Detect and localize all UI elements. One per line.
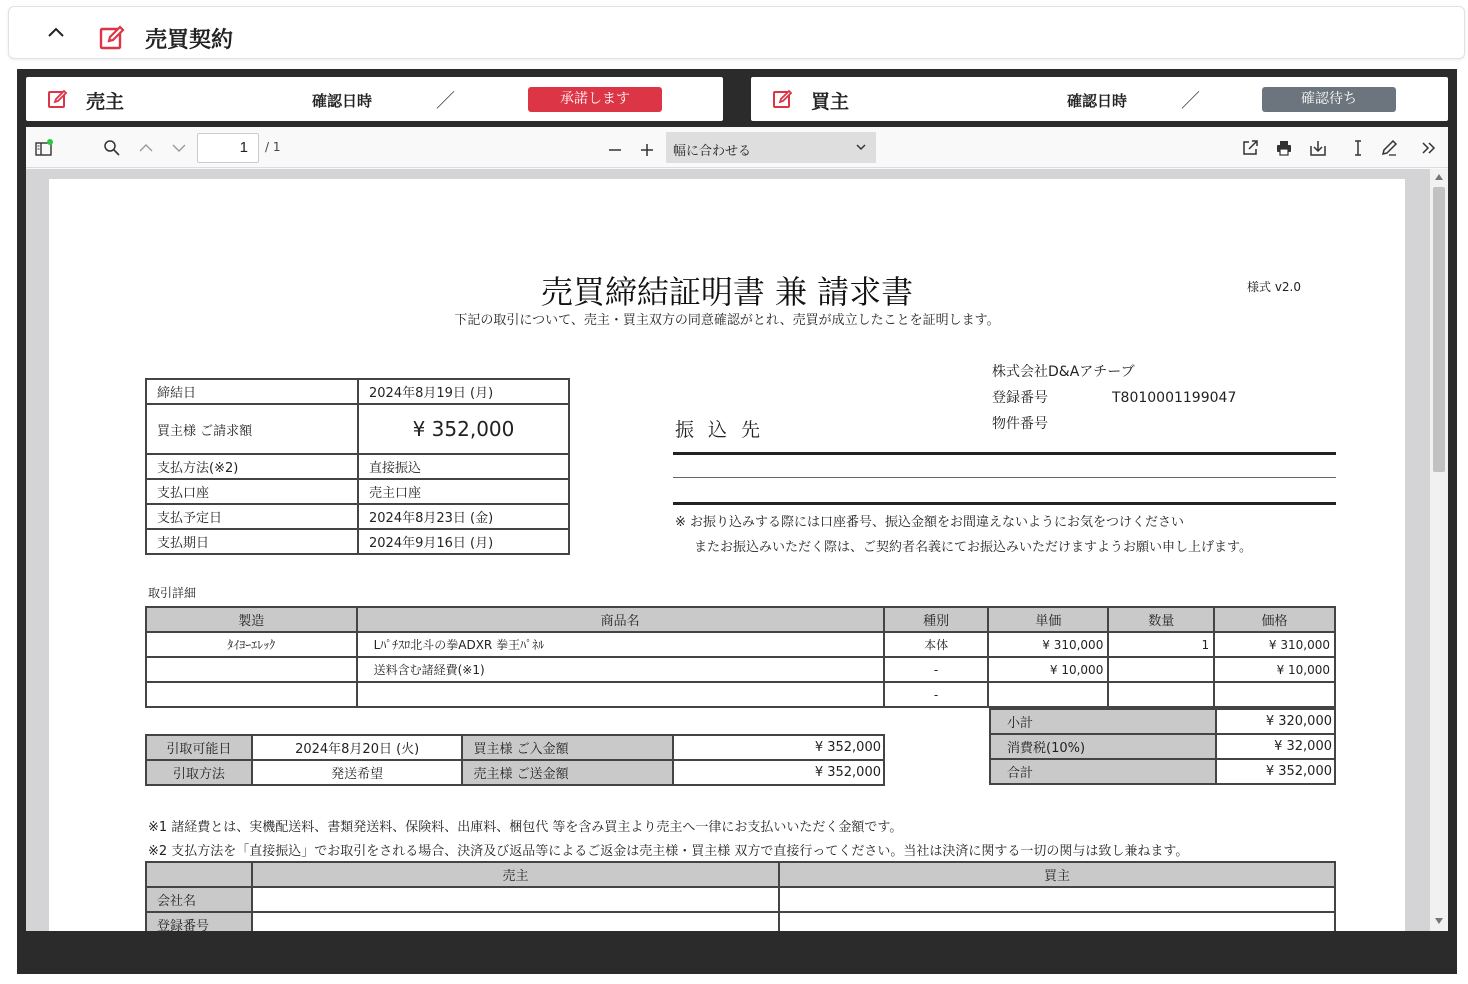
registration-number: T8010001199047 <box>1112 390 1237 406</box>
buyer-bar <box>751 77 1448 121</box>
table-row <box>146 379 569 404</box>
cell <box>779 912 1335 931</box>
cell <box>988 682 1108 707</box>
table-row <box>990 709 1335 734</box>
cell: 送料含む諸経費(※1) <box>357 657 884 682</box>
column-header: 単価 <box>988 607 1108 632</box>
document-subtitle: 下記の取引について、売主・買主双方の同意確認がとれ、売買が成立したことを証明します。 <box>454 313 1000 328</box>
company-name: 株式会社D&Aアチーブ <box>992 364 1135 380</box>
total-value: ¥ 320,000 <box>1216 709 1335 734</box>
form-version: 様式 v2.0 <box>1247 280 1302 294</box>
cell: 1 <box>1108 632 1214 657</box>
total-value: ¥ 352,000 <box>1216 759 1335 784</box>
column-header: 買主 <box>779 862 1335 887</box>
pickup-value: 2024年8月20日 (火) <box>252 735 463 760</box>
accept-button[interactable]: 承諾します <box>528 87 662 112</box>
zoom-select-value: 幅に合わせる <box>673 144 752 159</box>
zoom-in-icon[interactable] <box>638 139 656 157</box>
party-table <box>145 861 1336 931</box>
download-icon[interactable] <box>1309 139 1327 157</box>
edit-icon <box>48 89 68 109</box>
seller-bar <box>26 77 723 121</box>
summary-value: 2024年8月19日 (月) <box>358 379 569 404</box>
table-row <box>146 760 884 785</box>
print-icon[interactable] <box>1275 139 1293 157</box>
summary-value: 売主口座 <box>358 479 569 504</box>
table-row <box>146 735 884 760</box>
total-label: 消費税(10%) <box>990 734 1216 759</box>
table-header-row <box>146 862 1335 887</box>
table-row <box>146 682 1335 707</box>
open-external-icon[interactable] <box>1241 139 1259 157</box>
page-number-input[interactable]: 1 <box>197 133 259 163</box>
cell <box>357 682 884 707</box>
cell: Lﾊﾟﾁｽﾛ北斗の拳ADXR 拳王ﾊﾟﾈﾙ <box>357 632 884 657</box>
zoom-select[interactable] <box>666 132 876 163</box>
pdf-frame <box>17 69 1457 974</box>
table-row <box>990 759 1335 784</box>
sidebar-toggle-icon[interactable] <box>35 139 53 157</box>
transfer-note: またお振込みいただく際は、ご契約者名義にてお振込みいただけますようお願い申し上げます。 <box>694 540 1252 555</box>
column-header: 価格 <box>1214 607 1335 632</box>
page-title: 売買契約 <box>145 28 234 53</box>
pdf-viewer <box>26 127 1448 931</box>
seller-name-blank <box>201 87 269 109</box>
divider <box>673 477 1336 478</box>
divider <box>673 452 1336 455</box>
payment-label: 買主様 ご入金額 <box>462 735 672 760</box>
document-title: 売買締結証明書 兼 請求書 <box>540 273 914 311</box>
summary-label: 締結日 <box>146 379 358 404</box>
cell <box>779 887 1335 912</box>
draw-pen-icon[interactable] <box>1380 139 1398 157</box>
contract-header <box>8 6 1465 59</box>
total-label: 小計 <box>990 709 1216 734</box>
summary-label: 支払口座 <box>146 479 358 504</box>
vertical-scrollbar[interactable] <box>1430 169 1448 931</box>
party-label: 会社名 <box>146 887 252 912</box>
table-row <box>146 887 1335 912</box>
payment-value: ¥ 352,000 <box>673 760 884 785</box>
summary-label: 買主様 ご請求額 <box>146 404 358 454</box>
total-label: 合計 <box>990 759 1216 784</box>
scroll-up-icon[interactable] <box>1434 173 1444 181</box>
column-header: 売主 <box>252 862 779 887</box>
table-row <box>146 404 569 454</box>
buyer-confirm-label: 確認日時 <box>1067 92 1128 110</box>
summary-table <box>145 378 570 555</box>
table-row <box>146 529 569 554</box>
column-header: 数量 <box>1108 607 1214 632</box>
edit-icon <box>773 89 793 109</box>
divider <box>673 502 1336 505</box>
table-row <box>146 454 569 479</box>
payment-label: 売主様 ご送金額 <box>462 760 672 785</box>
billing-amount: ¥ 352,000 <box>358 404 569 454</box>
cell: ¥ 10,000 <box>1214 657 1335 682</box>
page-total: / 1 <box>265 140 281 154</box>
seller-label: 売主 <box>86 91 125 113</box>
transfer-note: ※ お振り込みする際には口座番号、振込金額をお間違えないようにお気をつけください <box>675 515 1185 530</box>
summary-value: 2024年9月16日 (月) <box>358 529 569 554</box>
cell: ¥ 310,000 <box>988 632 1108 657</box>
seller-confirm-date: ／ <box>436 90 456 112</box>
table-row <box>146 479 569 504</box>
party-label: 登録番号 <box>146 912 252 931</box>
search-icon[interactable] <box>103 139 121 157</box>
pdf-page <box>49 179 1405 931</box>
cell <box>146 682 357 707</box>
payment-value: ¥ 352,000 <box>673 735 884 760</box>
detail-table <box>145 606 1336 708</box>
edit-icon <box>99 25 125 51</box>
table-row <box>146 657 1335 682</box>
summary-value: 直接振込 <box>358 454 569 479</box>
buyer-name-blank <box>916 87 1009 109</box>
registration-label: 登録番号 <box>992 390 1048 406</box>
pickup-label: 引取方法 <box>146 760 252 785</box>
awaiting-button[interactable]: 確認待ち <box>1262 87 1396 112</box>
document-area[interactable] <box>26 169 1448 931</box>
seller-confirm-label: 確認日時 <box>312 92 373 110</box>
scrollbar-thumb[interactable] <box>1433 187 1445 472</box>
chevron-up-icon[interactable] <box>47 25 65 39</box>
summary-value: 2024年8月23日 (金) <box>358 504 569 529</box>
next-page-icon[interactable] <box>170 139 188 157</box>
cell <box>146 657 357 682</box>
table-row <box>146 504 569 529</box>
text-select-icon[interactable] <box>1349 139 1367 157</box>
zoom-out-icon[interactable] <box>606 139 624 157</box>
column-header <box>146 862 252 887</box>
transfer-label: 振込先 <box>675 419 775 441</box>
previous-page-icon[interactable] <box>137 139 155 157</box>
totals-table <box>989 708 1336 785</box>
column-header: 商品名 <box>357 607 884 632</box>
pdf-toolbar <box>26 127 1448 168</box>
cell: ¥ 310,000 <box>1214 632 1335 657</box>
cell: - <box>884 682 989 707</box>
cell <box>1108 657 1214 682</box>
frame-footer <box>17 931 1457 974</box>
buyer-label: 買主 <box>811 91 850 113</box>
detail-section-title: 取引詳細 <box>148 586 197 600</box>
pickup-value: 発送希望 <box>252 760 463 785</box>
cell: ¥ 10,000 <box>988 657 1108 682</box>
pickup-table <box>145 734 885 786</box>
table-row <box>146 632 1335 657</box>
summary-label: 支払予定日 <box>146 504 358 529</box>
summary-label: 支払期日 <box>146 529 358 554</box>
table-row <box>990 734 1335 759</box>
footnote-2: ※2 支払方法を「直接振込」でお取引をされる場合、決済及び返品等によるご返金は売主様・買主様 双方で直接行ってください。当社は決済に関する一切の関与は致し兼ねます。 <box>148 844 1189 859</box>
table-header-row <box>146 607 1335 632</box>
table-row <box>146 912 1335 931</box>
company-info <box>992 359 1237 437</box>
total-value: ¥ 32,000 <box>1216 734 1335 759</box>
cell <box>252 887 779 912</box>
cell: ﾀｲﾖｰｴﾚｯｸ <box>146 632 357 657</box>
summary-label: 支払方法(※2) <box>146 454 358 479</box>
chevron-down-icon <box>856 143 866 151</box>
cell: - <box>884 657 989 682</box>
cell <box>1108 682 1214 707</box>
pickup-label: 引取可能日 <box>146 735 252 760</box>
column-header: 製造 <box>146 607 357 632</box>
property-number-label: 物件番号 <box>992 416 1048 432</box>
buyer-confirm-date: ／ <box>1181 90 1201 112</box>
cell: 本体 <box>884 632 989 657</box>
cell <box>252 912 779 931</box>
scroll-down-icon[interactable] <box>1434 917 1444 925</box>
footnote-1: ※1 諸経費とは、実機配送料、書類発送料、保険料、出庫料、梱包代 等を含み買主より売主へ一律にお支払いいただく金額です。 <box>148 820 903 835</box>
column-header: 種別 <box>884 607 989 632</box>
more-tools-icon[interactable] <box>1420 139 1438 157</box>
cell <box>1214 682 1335 707</box>
